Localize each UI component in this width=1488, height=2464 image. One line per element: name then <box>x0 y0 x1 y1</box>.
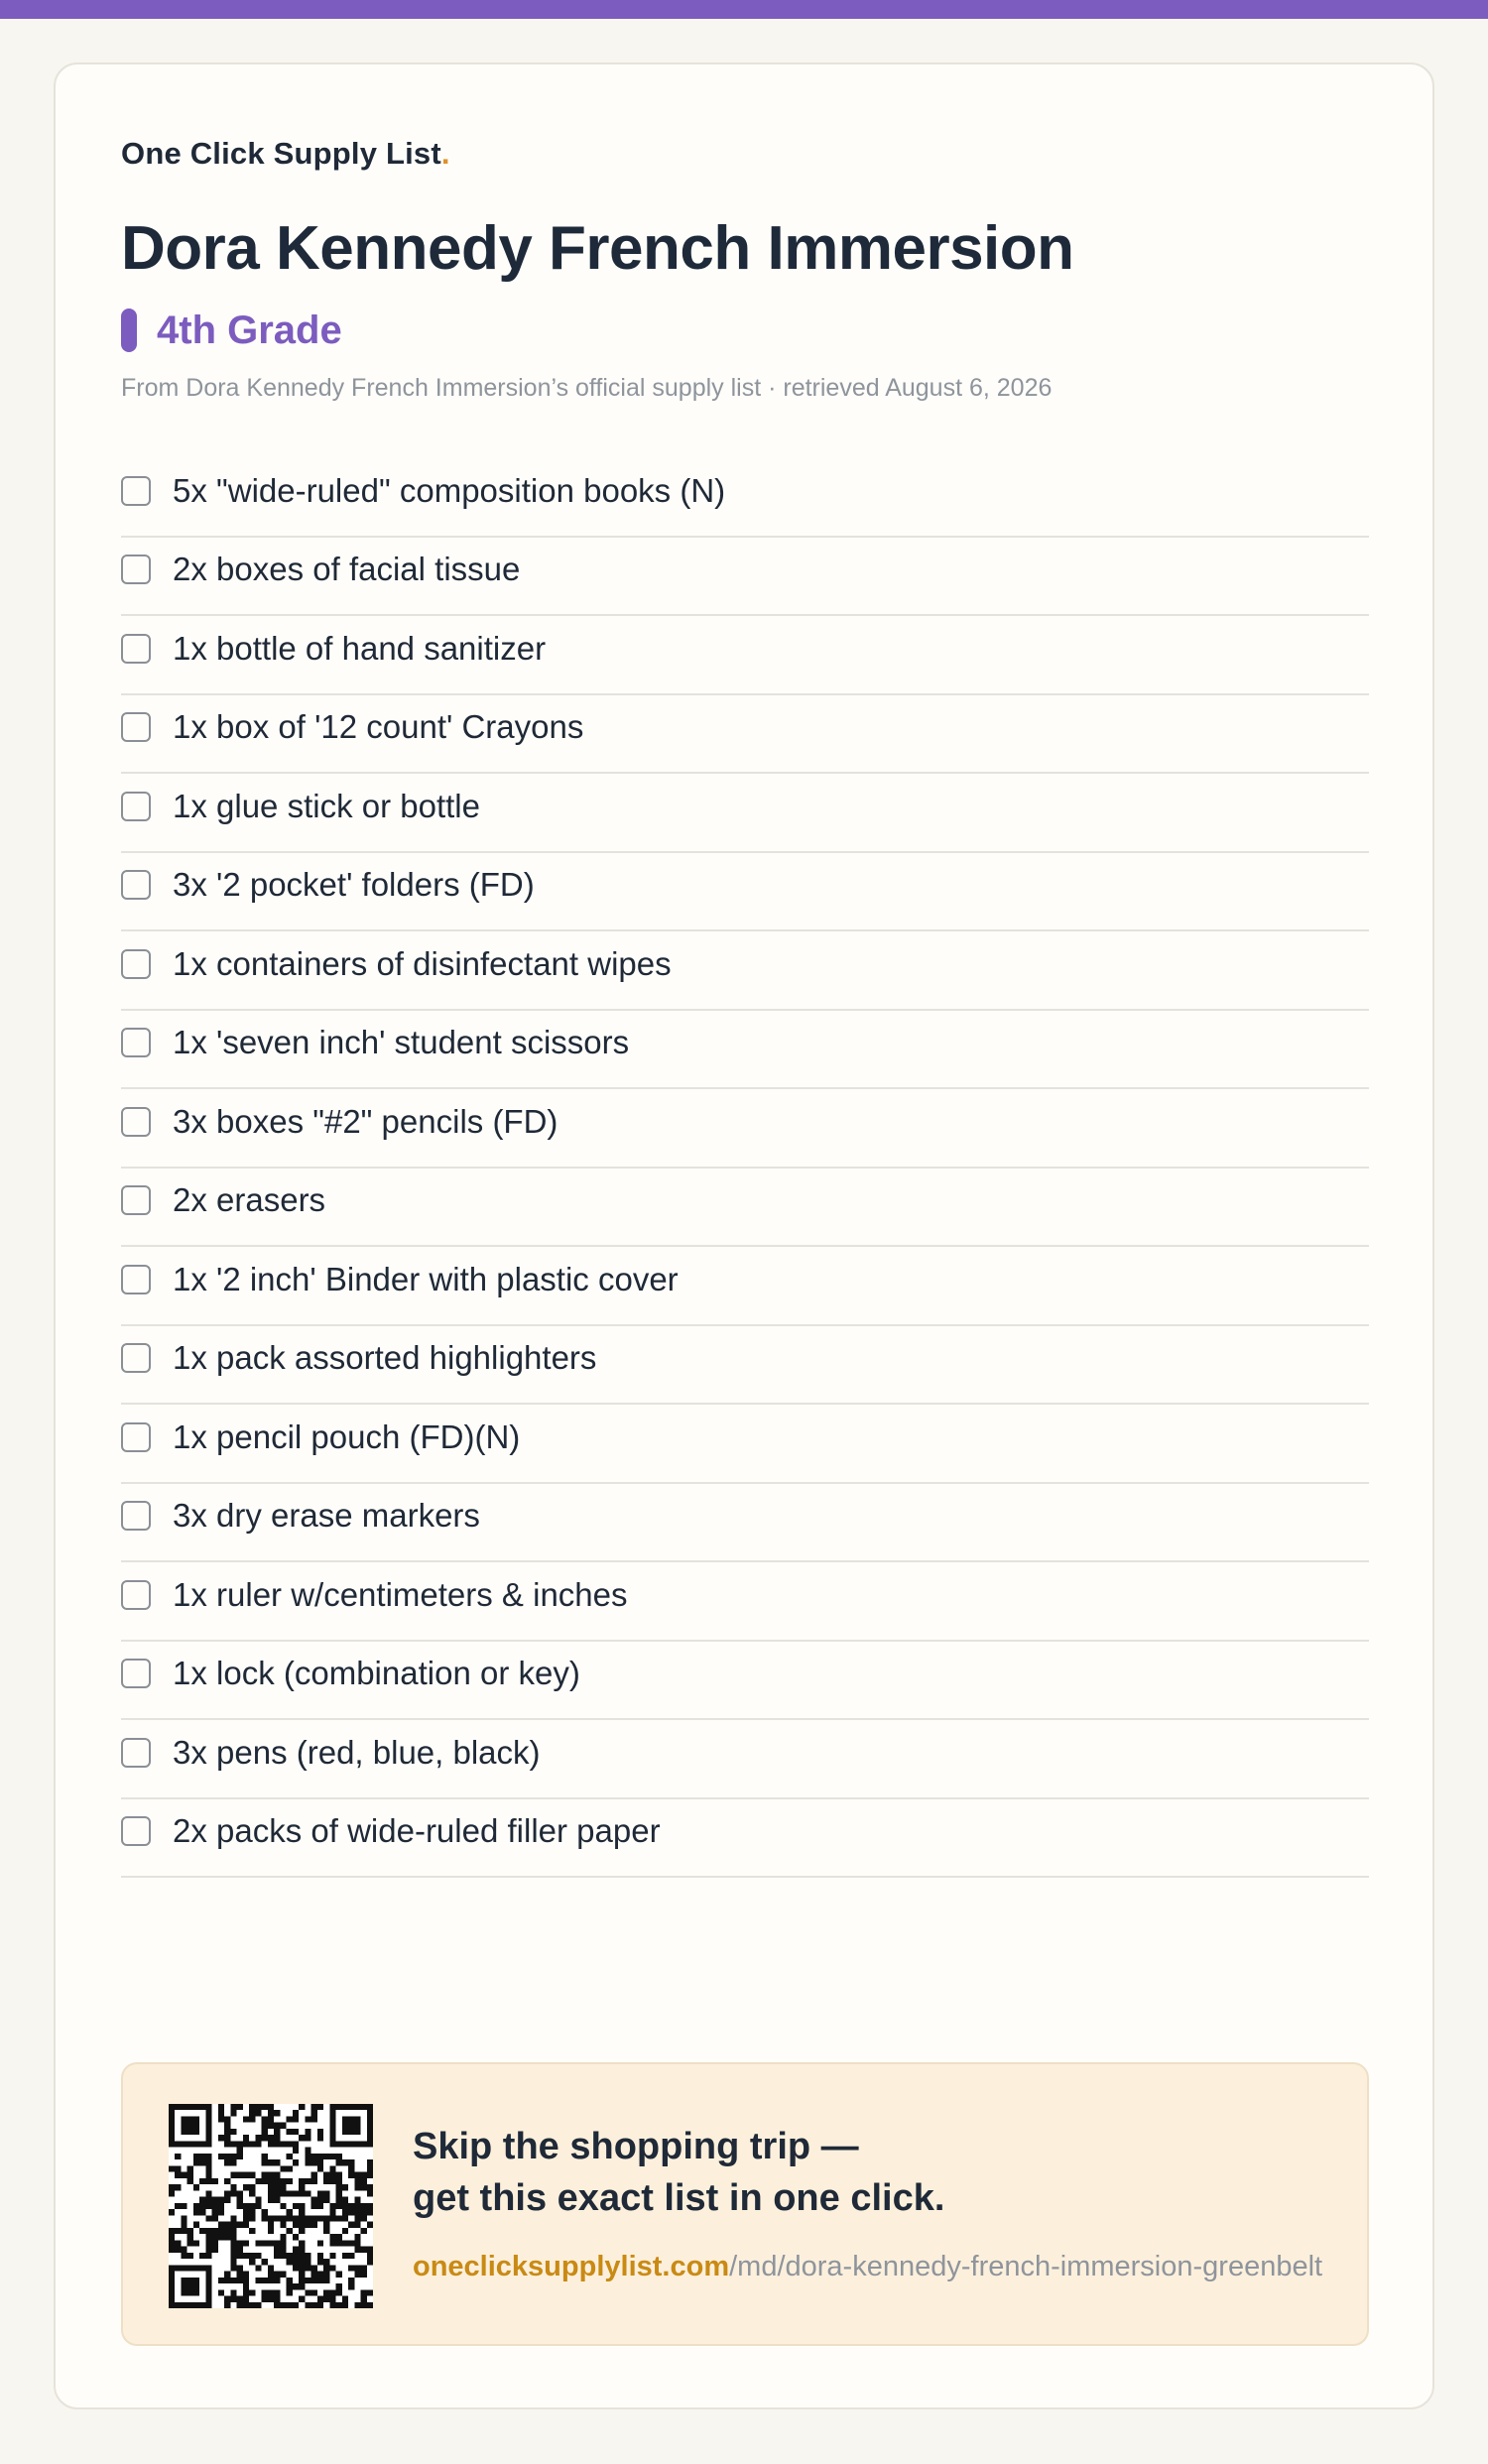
list-item[interactable] <box>121 1642 1369 1721</box>
item-checkbox[interactable] <box>121 1659 151 1688</box>
item-label: 1x '2 inch' Binder with plastic cover <box>173 1260 679 1297</box>
item-label: 5x "wide-ruled" composition books (N) <box>173 471 726 509</box>
supply-list-card <box>54 62 1434 2409</box>
item-checkbox[interactable] <box>121 1185 151 1215</box>
item-checkbox[interactable] <box>121 1580 151 1610</box>
list-item[interactable] <box>121 774 1369 853</box>
item-checkbox[interactable] <box>121 634 151 664</box>
list-item[interactable] <box>121 853 1369 932</box>
brand-logo[interactable] <box>121 136 450 172</box>
item-label: 1x box of '12 count' Crayons <box>173 708 584 746</box>
item-checkbox[interactable] <box>121 1738 151 1768</box>
grade-accent-bar <box>121 308 137 352</box>
item-checkbox[interactable] <box>121 870 151 900</box>
list-item[interactable] <box>121 1326 1369 1406</box>
item-checkbox[interactable] <box>121 554 151 584</box>
item-label: 1x pack assorted highlighters <box>173 1339 597 1377</box>
promo-link[interactable] <box>413 2251 1322 2283</box>
item-label: 1x ruler w/centimeters & inches <box>173 1575 628 1613</box>
supply-list <box>121 458 1369 1878</box>
list-item[interactable] <box>121 1247 1369 1326</box>
item-checkbox[interactable] <box>121 1816 151 1846</box>
list-item[interactable] <box>121 538 1369 617</box>
qr-code-icon[interactable] <box>169 2104 373 2308</box>
list-item[interactable] <box>121 458 1369 538</box>
list-item[interactable] <box>121 695 1369 775</box>
item-label: 1x lock (combination or key) <box>173 1655 580 1692</box>
item-label: 3x pens (red, blue, black) <box>173 1733 541 1771</box>
list-item[interactable] <box>121 616 1369 695</box>
source-note: From Dora Kennedy French Immersion’s official supply list · retrieved August 6, 2026 <box>121 374 1053 402</box>
school-title: Dora Kennedy French Immersion <box>121 214 1074 283</box>
item-checkbox[interactable] <box>121 949 151 979</box>
item-label: 2x boxes of facial tissue <box>173 551 521 588</box>
promo-url-path: /md/dora-kennedy-french-immersion-greenbelt <box>729 2251 1323 2282</box>
item-checkbox[interactable] <box>121 712 151 742</box>
top-accent-bar <box>0 0 1488 19</box>
item-checkbox[interactable] <box>121 1028 151 1057</box>
item-label: 3x boxes "#2" pencils (FD) <box>173 1102 558 1140</box>
list-item[interactable] <box>121 1799 1369 1879</box>
promo-url-domain: oneclicksupplylist.com <box>413 2251 730 2282</box>
brand-name: One Click Supply List <box>121 136 441 171</box>
promo-headline-line-2: get this exact list in one click. <box>413 2177 945 2219</box>
promo-headline-line-1: Skip the shopping trip — <box>413 2126 859 2167</box>
list-item[interactable] <box>121 1169 1369 1248</box>
item-label: 2x packs of wide-ruled filler paper <box>173 1812 661 1850</box>
item-label: 1x containers of disinfectant wipes <box>173 944 672 982</box>
list-item[interactable] <box>121 1484 1369 1563</box>
item-checkbox[interactable] <box>121 1422 151 1452</box>
item-label: 1x pencil pouch (FD)(N) <box>173 1417 521 1455</box>
item-label: 3x '2 pocket' folders (FD) <box>173 866 535 904</box>
grade-heading <box>121 308 342 353</box>
item-checkbox[interactable] <box>121 1107 151 1137</box>
item-checkbox[interactable] <box>121 1501 151 1531</box>
item-label: 2x erasers <box>173 1181 326 1219</box>
brand-dot: . <box>440 136 450 171</box>
item-label: 1x glue stick or bottle <box>173 787 480 824</box>
list-item[interactable] <box>121 1720 1369 1799</box>
item-checkbox[interactable] <box>121 476 151 506</box>
list-item[interactable] <box>121 1011 1369 1090</box>
list-item[interactable] <box>121 1562 1369 1642</box>
list-item[interactable] <box>121 931 1369 1011</box>
item-checkbox[interactable] <box>121 1265 151 1294</box>
item-label: 3x dry erase markers <box>173 1497 480 1535</box>
promo-box <box>121 2062 1369 2346</box>
list-item[interactable] <box>121 1089 1369 1169</box>
item-checkbox[interactable] <box>121 1343 151 1373</box>
item-checkbox[interactable] <box>121 792 151 821</box>
item-label: 1x bottle of hand sanitizer <box>173 629 547 667</box>
item-label: 1x 'seven inch' student scissors <box>173 1024 630 1061</box>
list-item[interactable] <box>121 1405 1369 1484</box>
grade-label: 4th Grade <box>157 308 342 352</box>
